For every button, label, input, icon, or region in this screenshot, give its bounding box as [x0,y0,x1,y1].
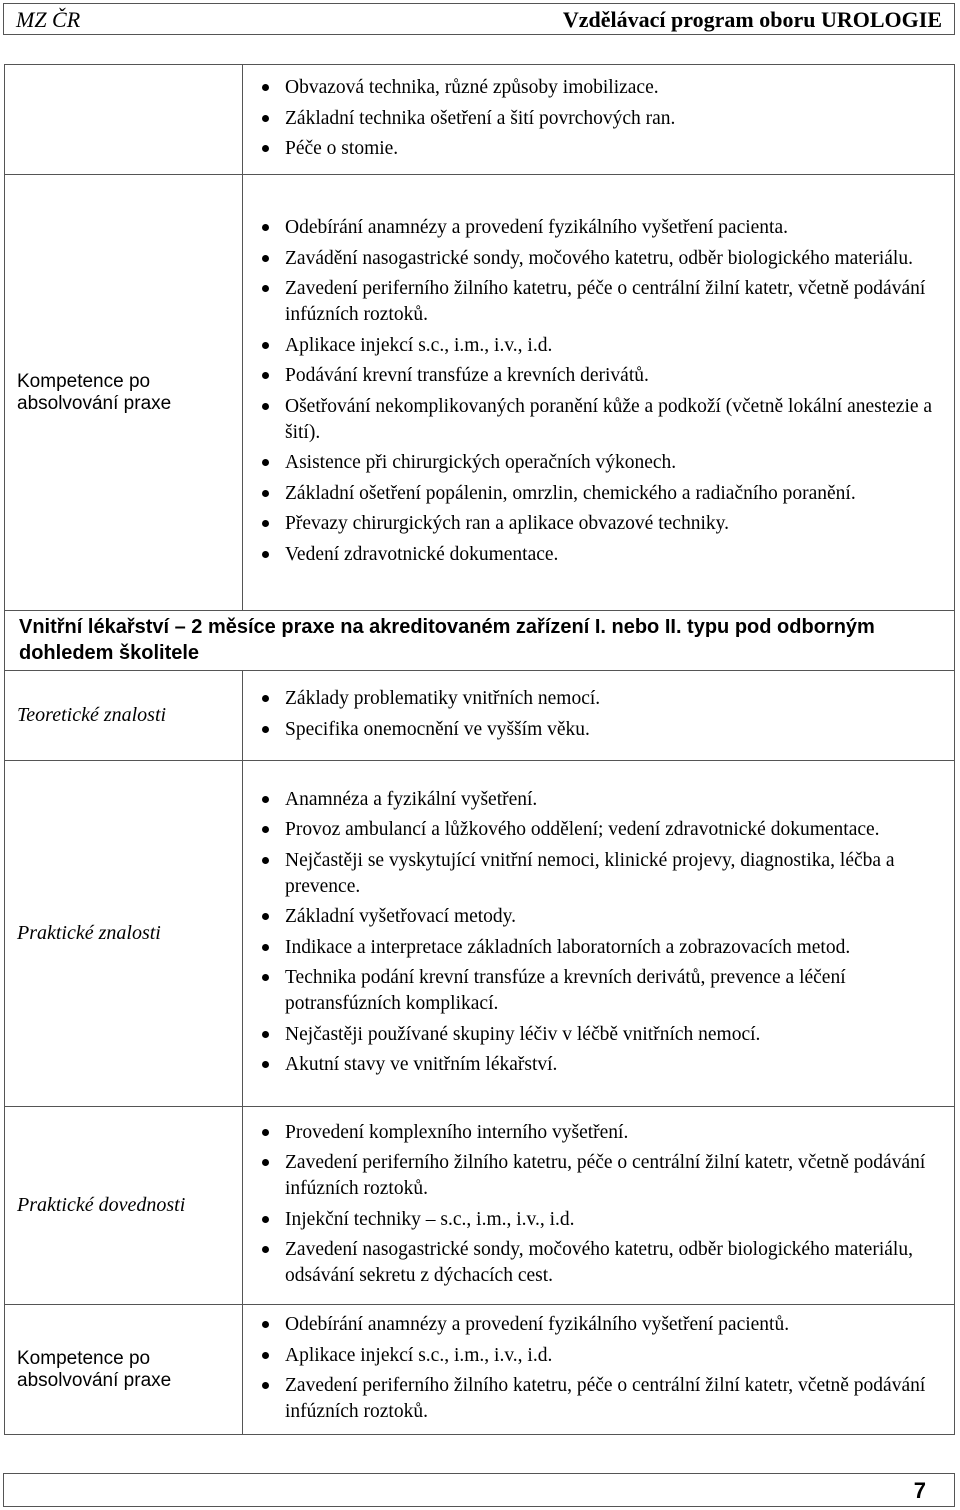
list-item-text: Injekční techniky – s.c., i.m., i.v., i.d. [285,1208,575,1230]
bullet-icon [262,551,269,558]
bullet-icon [262,796,269,803]
list-item [259,276,954,328]
bullet-icon [262,115,269,122]
list-item [259,75,954,101]
list-item-text: Indikace a interpretace základních laboratorních a zobrazovacích metod. [285,936,851,958]
list-item-text: Základní ošetření popálenin, omrzlin, chemického a radiačního poranění. [285,482,856,504]
row-label: Teoretické znalosti [5,671,243,761]
row-content [243,65,955,175]
list-item [259,1343,954,1369]
header-program-title: Vzdělávací program oboru UROLOGIE [562,7,942,32]
internal-medicine-table [4,670,955,1435]
row-label: Praktické dovednosti [5,1107,243,1305]
list-item-text: Zavedení periferního žilního katetru, péče o centrální žilní katetr, včetně podávání infúzních roztoků. [285,1152,926,1200]
list-item-text: Provoz ambulancí a lůžkového oddělení; vedení zdravotnické dokumentace. [285,819,880,841]
list-item [259,394,954,446]
table-row [5,1305,955,1435]
list-item-text: Zavedení nasogastrické sondy, močového katetru, odběr biologického materiálu, odsávání sekretu z dýchacích cest. [285,1239,913,1287]
list-item-text: Péče o stomie. [285,138,399,159]
bullet-icon [262,1246,269,1253]
list-item-text: Nejčastěji se vyskytující vnitřní nemoci, klinické projevy, diagnostika, léčba a prevence. [285,849,895,897]
row-content [243,761,955,1107]
bullet-icon [262,944,269,951]
list-item-text: Zavádění nasogastrické sondy, močového katetru, odběr biologického materiálu. [285,247,913,269]
bullet-icon [262,1216,269,1223]
bullet-icon [262,403,269,410]
list-item [259,542,954,568]
bullet-icon [262,1129,269,1136]
bullet-icon [262,490,269,497]
table-row [5,671,955,761]
list-item-text: Ošetřování nekomplikovaných poranění kůže a podkoží (včetně lokální anestezie a šití). [285,395,933,443]
list-item [259,1022,954,1048]
bullet-icon [262,1031,269,1038]
list-item-text: Technika podání krevní transfúze a krevních derivátů, prevence a léčení potransfúzních komplikací. [285,967,846,1015]
bullet-icon [262,342,269,349]
row-label: Praktické znalosti [5,761,243,1107]
row-label: Kompetence po absolvování praxe [5,1305,243,1435]
list-item [259,481,954,507]
table-row [5,1107,955,1305]
row-content [243,175,955,611]
item-list [259,1120,954,1290]
page-header [3,3,955,35]
section-heading: Vnitřní lékařství – 2 měsíce praxe na akreditovaném zařízení I. nebo II. typu pod odborným dohledem školitele [4,610,955,670]
list-item [259,817,954,843]
bullet-icon [262,1352,269,1359]
bullet-icon [262,726,269,733]
bullet-icon [262,974,269,981]
list-item [259,904,954,930]
list-item [259,1150,954,1202]
table-row [5,761,955,1107]
page-footer [3,1473,955,1507]
list-item [259,106,954,132]
table-row [5,65,955,175]
item-list [259,75,954,162]
list-item-text: Asistence při chirurgických operačních výkonech. [285,452,677,474]
list-item [259,1312,954,1338]
bullet-icon [262,145,269,152]
bullet-icon [262,857,269,864]
list-item-text: Provedení komplexního interního vyšetření. [285,1121,629,1143]
bullet-icon [262,224,269,231]
bullet-icon [262,84,269,91]
list-item-text: Nejčastěji používané skupiny léčiv v léčbě vnitřních nemocí. [285,1023,761,1045]
list-item [259,965,954,1017]
list-item [259,848,954,900]
bullet-icon [262,695,269,702]
list-item-text: Základní vyšetřovací metody. [285,906,517,928]
list-item-text: Podávání krevní transfúze a krevních derivátů. [285,365,649,387]
list-item-text: Obvazová technika, různé způsoby imobilizace. [285,77,659,98]
page-number: 7 [913,1478,926,1503]
list-item [259,246,954,272]
list-item [259,1373,954,1425]
list-item-text: Zavedení periferního žilního katetru, péče o centrální žilní katetr, včetně podávání infúzních roztoků. [285,1375,926,1422]
list-item [259,1237,954,1289]
list-item [259,136,954,162]
row-content [243,1305,955,1435]
item-list [259,1312,954,1425]
list-item [259,450,954,476]
row-content [243,671,955,761]
bullet-icon [262,1321,269,1328]
bullet-icon [262,1061,269,1068]
item-list [259,215,954,568]
top-curriculum-table [4,64,955,611]
row-label [5,65,243,175]
row-label: Kompetence po absolvování praxe [5,175,243,611]
list-item [259,717,954,743]
table-row [5,175,955,611]
bullet-icon [262,826,269,833]
list-item-text: Akutní stavy ve vnitřním lékařství. [285,1054,558,1076]
list-item-text: Aplikace injekcí s.c., i.m., i.v., i.d. [285,1344,553,1366]
list-item-text: Základní technika ošetření a šití povrchových ran. [285,107,676,129]
list-item-text: Zavedení periferního žilního katetru, péče o centrální žilní katetr, včetně podávání infúzních roztoků. [285,278,926,326]
bullet-icon [262,372,269,379]
list-item [259,686,954,712]
bullet-icon [262,459,269,466]
list-item-text: Specifika onemocnění ve vyšším věku. [285,718,590,740]
list-item [259,333,954,359]
list-item [259,1120,954,1146]
row-content [243,1107,955,1305]
bullet-icon [262,913,269,920]
header-ministry: MZ ČR [16,7,81,32]
list-item-text: Základy problematiky vnitřních nemocí. [285,688,601,710]
list-item-text: Aplikace injekcí s.c., i.m., i.v., i.d. [285,334,553,356]
bullet-icon [262,520,269,527]
bullet-icon [262,285,269,292]
list-item [259,511,954,537]
list-item-text: Anamnéza a fyzikální vyšetření. [285,788,538,810]
list-item [259,215,954,241]
list-item-text: Vedení zdravotnické dokumentace. [285,543,559,565]
list-item [259,1052,954,1078]
list-item [259,363,954,389]
list-item-text: Odebírání anamnézy a provedení fyzikálního vyšetření pacienta. [285,217,789,239]
list-item-text: Převazy chirurgických ran a aplikace obvazové techniky. [285,513,729,535]
list-item [259,787,954,813]
list-item [259,935,954,961]
bullet-icon [262,255,269,262]
list-item-text: Odebírání anamnézy a provedení fyzikálního vyšetření pacientů. [285,1314,790,1335]
bullet-icon [262,1159,269,1166]
item-list [259,787,954,1079]
list-item [259,1207,954,1233]
item-list [259,686,954,743]
bullet-icon [262,1382,269,1389]
